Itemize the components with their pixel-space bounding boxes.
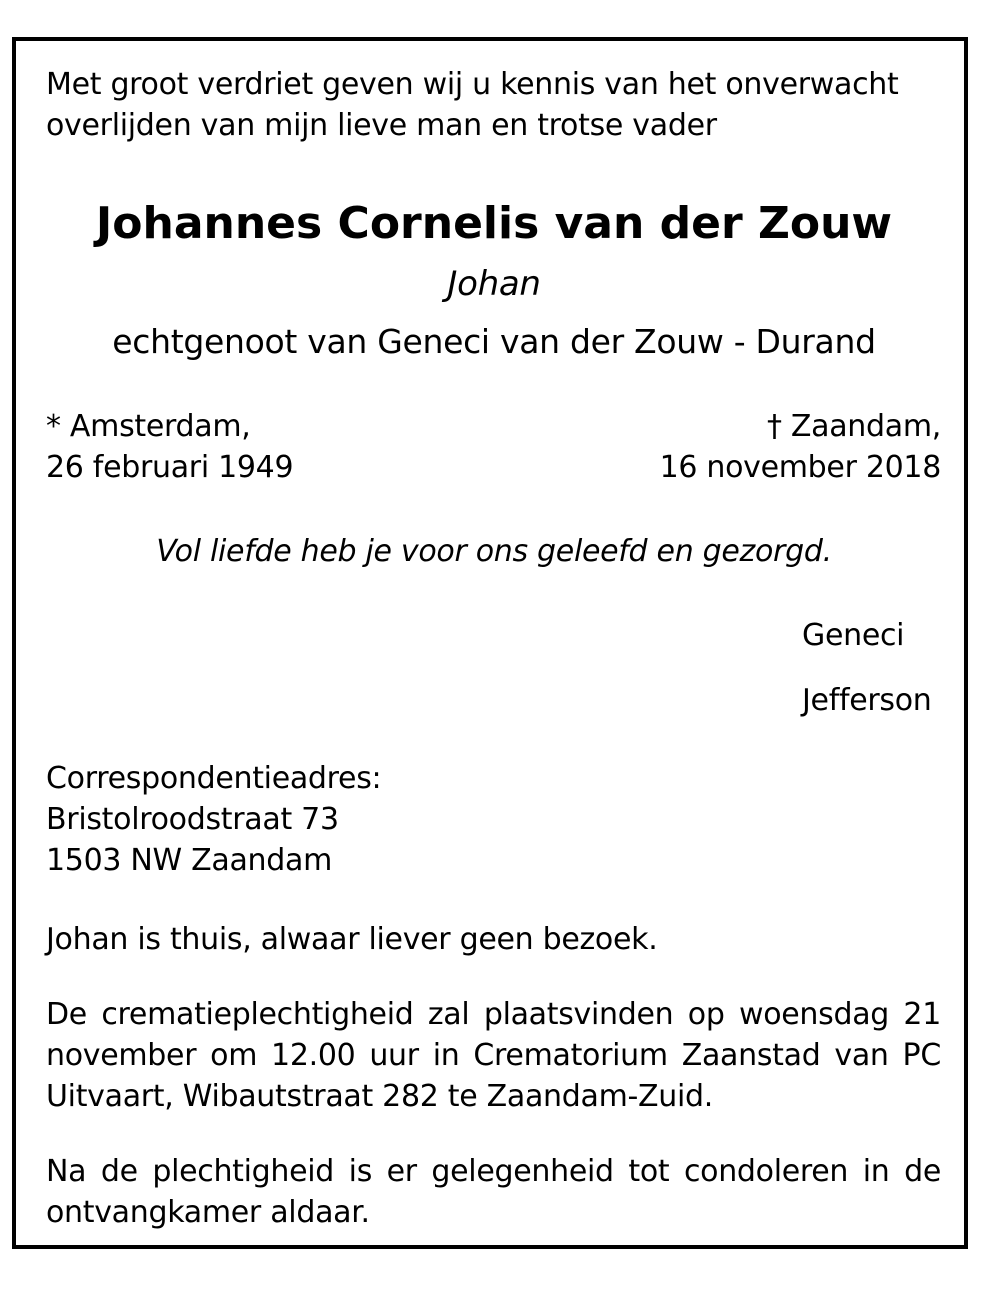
signatory-name: Jefferson	[802, 683, 932, 718]
address-city: 1503 NW Zaandam	[46, 843, 333, 878]
address-street: Bristolroodstraat 73	[46, 802, 339, 837]
deceased-nickname: Johan	[447, 264, 541, 304]
spouse-line: echtgenoot van Geneci van der Zouw - Durand	[112, 322, 876, 361]
address-label: Correspondentieadres:	[46, 761, 382, 796]
intro-text: Met groot verdriet geven wij u kennis van het onverwacht overlijden van mijn lieve man en trotse vader	[46, 67, 899, 143]
ceremony-details: De crematieplechtigheid zal plaatsvinden op woensdag 21 november om 12.00 uur in Crematorium Zaanstad van PC Uitvaart, Wibautstraat 282 te Zaandam-Zuid.	[46, 997, 941, 1114]
correspondence-address	[46, 758, 381, 881]
birth-place: * Amsterdam,	[46, 409, 251, 444]
death-block	[540, 406, 941, 488]
death-date: 16 november 2018	[659, 450, 941, 485]
condolence-details: Na de plechtigheid is er gelegenheid tot condoleren in de ontvangkamer aldaar.	[46, 1154, 941, 1230]
death-place: † Zaandam,	[766, 409, 941, 444]
motto: Vol liefde heb je voor ons geleefd en gezorgd.	[156, 534, 832, 569]
birth-block	[46, 406, 293, 488]
deceased-full-name: Johannes Cornelis van der Zouw	[95, 198, 893, 249]
visit-note: Johan is thuis, alwaar liever geen bezoek.	[46, 922, 658, 957]
birth-date: 26 februari 1949	[46, 450, 294, 485]
signatory-name: Geneci	[802, 618, 905, 653]
